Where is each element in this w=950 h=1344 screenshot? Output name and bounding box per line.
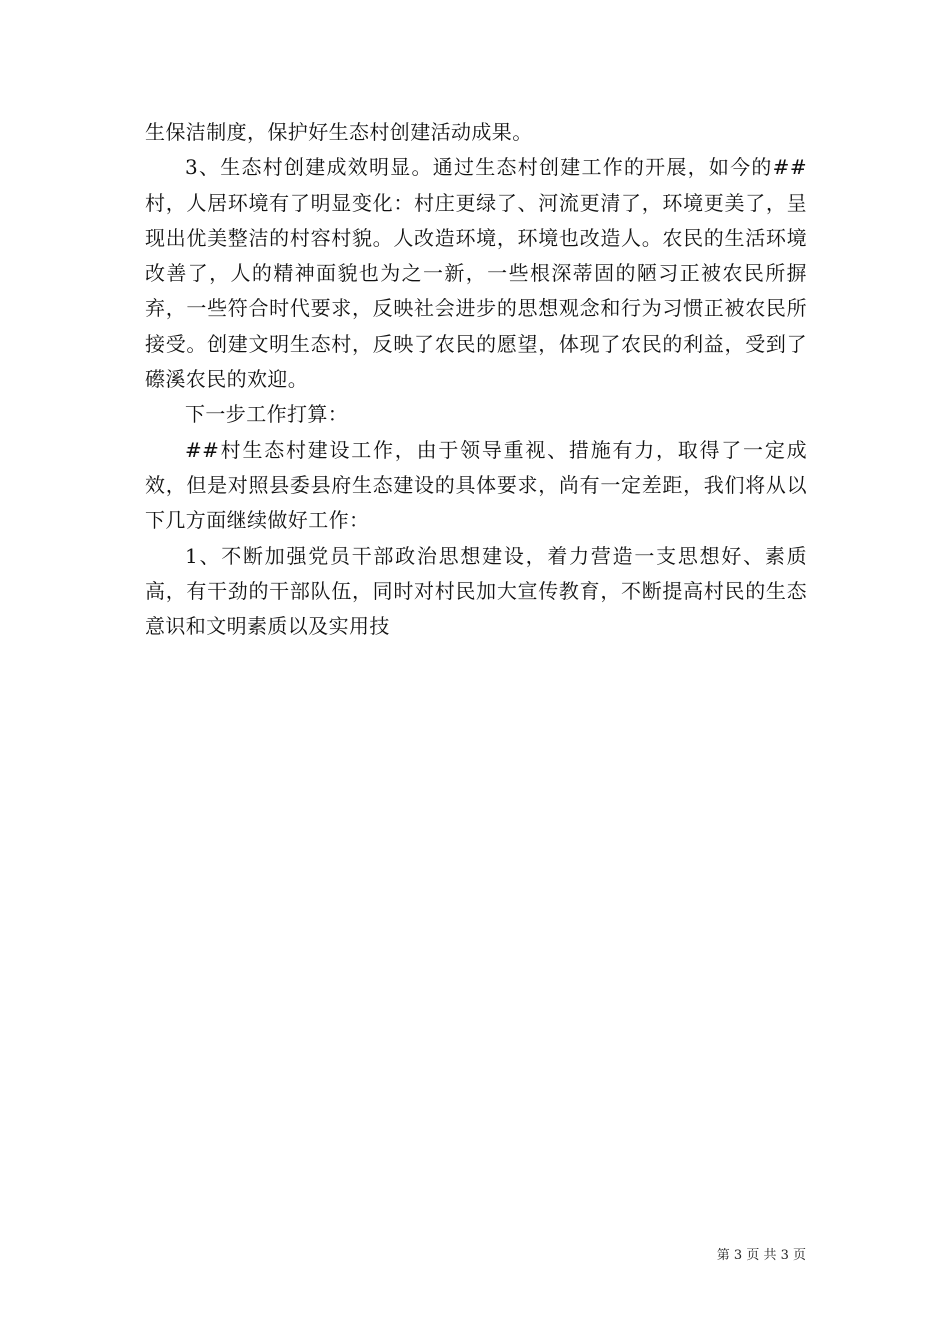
document-body [145,115,807,644]
paragraph-5: 1、不断加强党员干部政治思想建设，着力营造一支思想好、素质高，有干劲的干部队伍，同时对村民加大宣传教育，不断提高村民的生态意识和文明素质以及实用技 [145,543,807,639]
paragraph-1: 生保洁制度，保护好生态村创建活动成果。 [145,120,533,144]
paragraph-3: 下一步工作打算： [185,402,349,427]
paragraph-4: ##村生态村建设工作，由于领导重视、措施有力，取得了一定成效，但是对照县委县府生态建设的具体要求，尚有一定差距，我们将从以下几方面继续做好工作： [145,437,807,533]
page-number-footer: 第 3 页 共 3 页 [716,1248,806,1263]
paragraph-2: 3、生态村创建成效明显。通过生态村创建工作的开展，如今的##村，人居环境有了明显变化：村庄更绿了、河流更清了，环境更美了，呈现出优美整洁的村容村貌。人改造环境，环境也改造人。农民的生活环境改善了，人的精神面貌也为之一新，一些根深蒂固的陋习正被农民所摒弃，一些符合时代要求，反映社会进步的思想观念和行为习惯正被农民所接受。创建文明生态村，反映了农民的愿望，体现了农民的利益，受到了礤溪农民的欢迎。 [145,155,807,392]
